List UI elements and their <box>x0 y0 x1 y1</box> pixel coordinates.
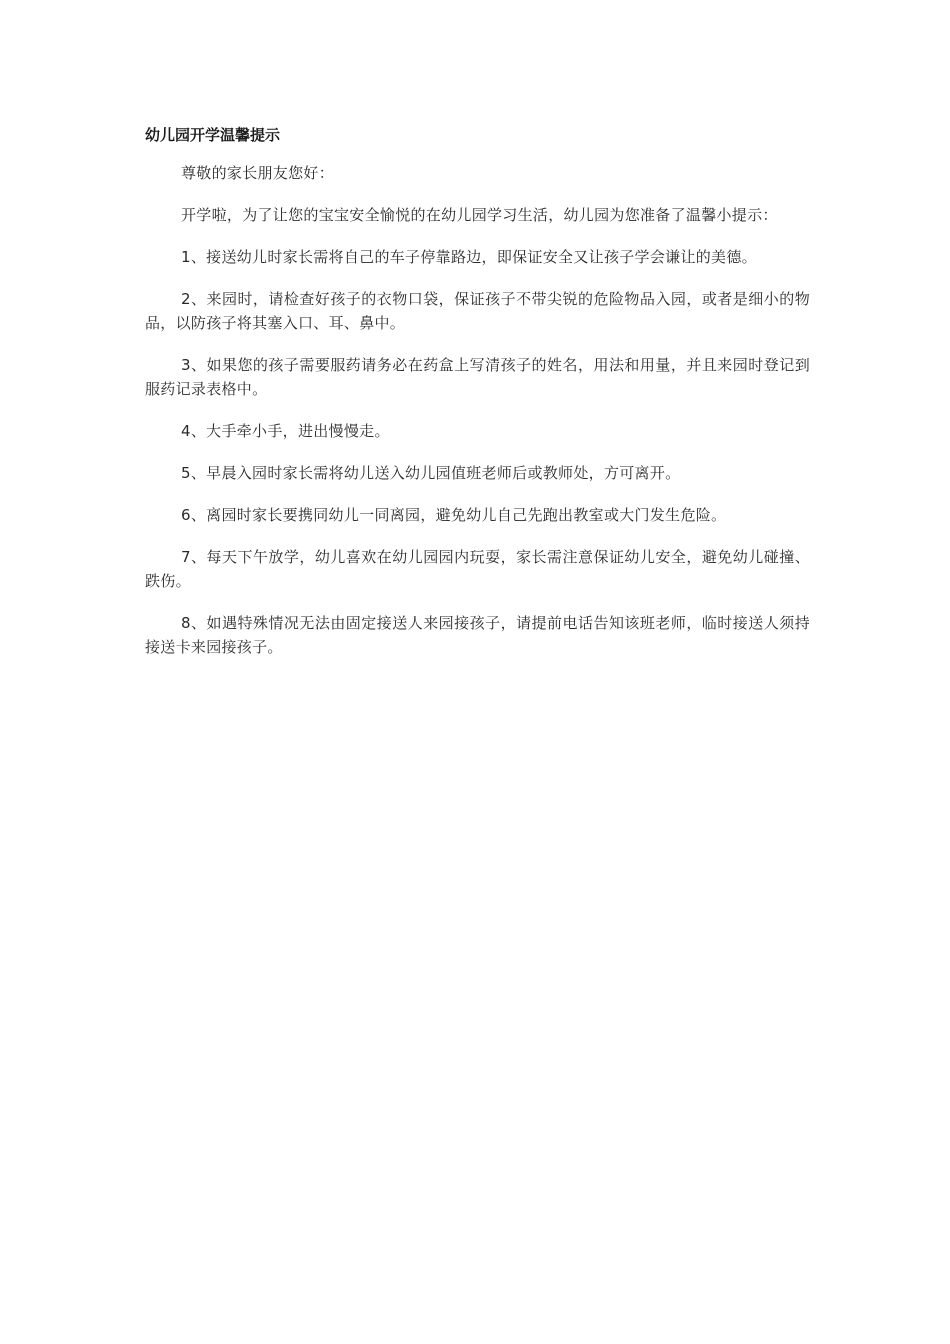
greeting-paragraph: 尊敬的家长朋友您好： <box>181 164 335 182</box>
tip-item-5: 5、早晨入园时家长需将幼儿送入幼儿园值班老师后或教师处，方可离开。 <box>181 464 681 482</box>
tip-item-1: 1、接送幼儿时家长需将自己的车子停靠路边，即保证安全又让孩子学会谦让的美德。 <box>181 248 757 266</box>
tip-item-6: 6、离园时家长要携同幼儿一同离园，避免幼儿自己先跑出教室或大门发生危险。 <box>181 506 727 524</box>
intro-paragraph: 开学啦，为了让您的宝宝安全愉悦的在幼儿园学习生活，幼儿园为您准备了温馨小提示： <box>181 206 778 224</box>
tip-item-8: 8、如遇特殊情况无法由固定接送人来园接孩子，请提前电话告知该班老师，临时接送人须持接送卡来园接孩子。 <box>145 614 810 656</box>
document-title: 幼儿园开学温馨提示 <box>145 126 281 144</box>
document-body <box>145 124 810 677</box>
tip-item-2: 2、来园时，请检查好孩子的衣物口袋，保证孩子不带尖锐的危险物品入园，或者是细小的物品，以防孩子将其塞入口、耳、鼻中。 <box>145 290 810 332</box>
tip-item-4: 4、大手牵小手，进出慢慢走。 <box>181 422 390 440</box>
tip-item-3: 3、如果您的孩子需要服药请务必在药盒上写清孩子的姓名，用法和用量，并且来园时登记到服药记录表格中。 <box>145 356 810 398</box>
tip-item-7: 7、每天下午放学，幼儿喜欢在幼儿园园内玩耍，家长需注意保证幼儿安全，避免幼儿碰撞、跌伤。 <box>145 548 810 590</box>
